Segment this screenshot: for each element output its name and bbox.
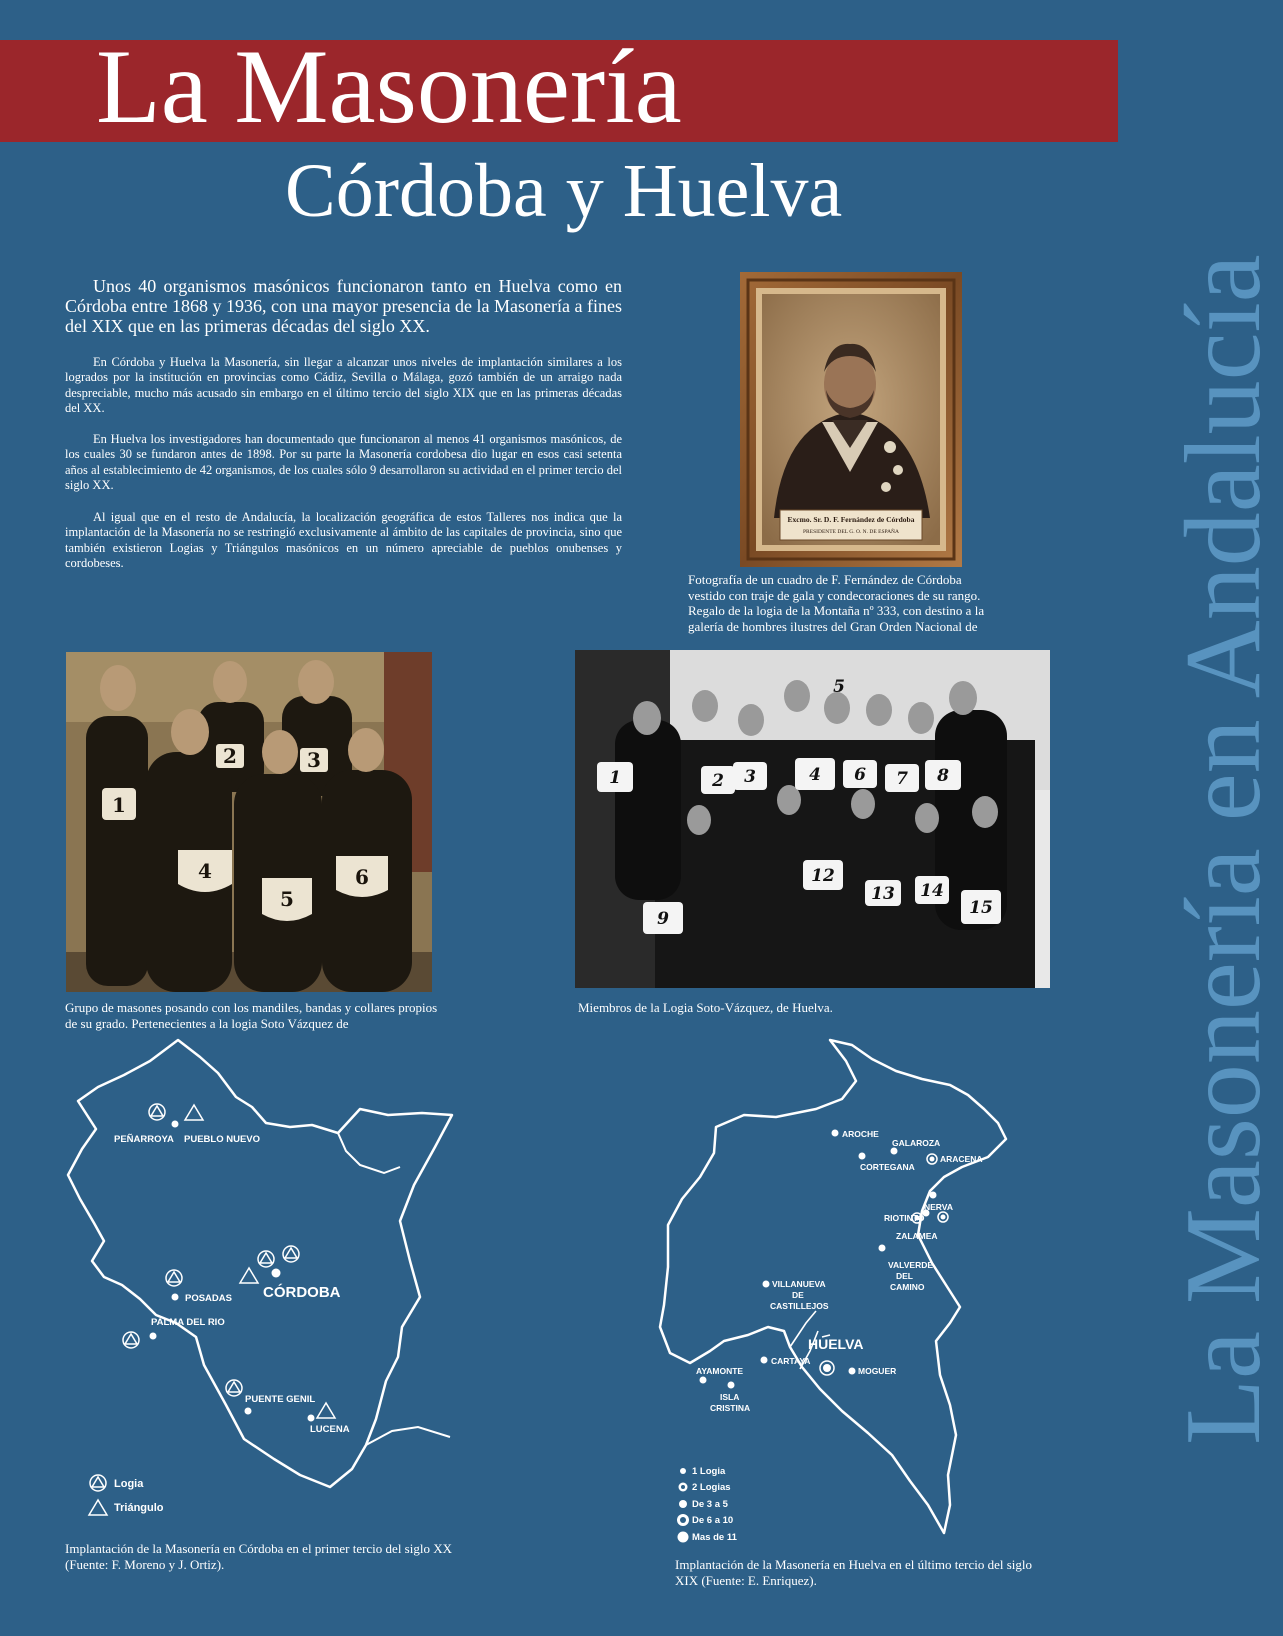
page-subtitle: Córdoba y Huelva [285,149,843,233]
map-town-label: LUCENA [310,1424,350,1435]
map-town-label: PUENTE GENIL [245,1394,316,1405]
map-huelva-caption: Implantación de la Masonería en Huelva en el último tercio del siglo XIX (Fuente: E. Enriquez). [675,1557,1033,1588]
map-town-label: DE [792,1290,804,1300]
map-town-label: VALVERDE [888,1260,934,1270]
photo-number: 3 [744,767,756,787]
map-town-label: AYAMONTE [696,1366,744,1376]
legend-label: 2 Logias [692,1482,731,1493]
legend-triangulo-label: Triángulo [114,1502,164,1514]
map-city-label: CÓRDOBA [263,1284,341,1301]
group-photo-caption: Grupo de masones posando con los mandiles, bandas y collares propios de su grado. Pertenecientes a la logia Soto Vázquez de [65,1000,438,1031]
page-title: La Masonería [96,28,682,145]
photo-number: 15 [969,898,993,918]
map-town-label: AROCHE [842,1129,879,1139]
legend-label: 1 Logia [692,1466,726,1477]
map-town-label: CAMINO [890,1282,925,1292]
map-town-label: VILLANUEVA [772,1279,826,1289]
photo-number: 3 [307,748,321,772]
map-cordoba [0,1035,470,1525]
legend-label: De 6 a 10 [692,1515,734,1526]
photo-number: 6 [355,865,369,889]
map-town-label: GALAROZA [892,1138,941,1148]
photo-number: 4 [809,765,821,785]
map-town-label: CASTILLEJOS [770,1301,829,1311]
map-town-label: ISLA [720,1392,740,1402]
intro-paragraph: Al igual que en el resto de Andalucía, la localización geográfica de estos Talleres nos indica que la implantación de la Masonería no se restringió exclusivamente al ámbito de las capitales de provincia, sino que también existieron Logias y Triángulos masónicos en un número apreciable de pueblos onubenses y cordobeses. [65,510,622,570]
portrait-caption: Fotografía de un cuadro de F. Fernández de Córdoba vestido con traje de gala y condecoraciones de su rango. Regalo de la logia de la Montaña nº 333, con destino a la galería de hombres ilustres del Gran Orden Nacional de [688,572,985,634]
intro-lead: Unos 40 organismos masónicos funcionaron tanto en Huelva como en Córdoba entre 1868 y 1936, con una mayor presencia de la Masonería a fines del XIX que en las primeras décadas del siglo XX. [65,276,622,336]
map-town-label: NERVA [924,1202,953,1212]
intro-paragraph: En Huelva los investigadores han documentado que funcionaron al menos 41 organismos masónicos, de los cuales 30 se fundaron antes de 1898. Por su parte la Masonería cordobesa dio lugar en esos casi setenta años al establecimiento de 42 organismos, de los cuales sólo 9 desarrollaron su actividad en el primer tercio del siglo XX. [65,432,622,492]
photo-number: 9 [657,909,669,929]
photo-number: 6 [854,765,866,785]
map-town-label: MOGUER [858,1366,897,1376]
map-town-label: CARTAYA [771,1356,811,1366]
photo-number: 2 [223,744,237,768]
side-title: La Masonería en Andalucía [1164,254,1283,1445]
legend-label: Mas de 11 [692,1532,737,1543]
photo-number: 14 [920,881,944,901]
photo-number: 7 [896,769,908,789]
map-town-label: RIOTINTO [884,1213,925,1223]
photo-number: 5 [833,677,845,697]
portrait-plaque-name: Excmo. Sr. D. F. Fernández de Córdoba [787,515,915,524]
map-town-label: DEL [896,1271,913,1281]
photo-number: 12 [811,866,835,886]
map-cordoba-caption: Implantación de la Masonería en Córdoba en el primer tercio del siglo XX (Fuente: F. Moreno y J. Ortiz). [65,1541,452,1572]
portrait-plaque-title: PRESIDENTE DEL G. O. N. DE ESPAÑA [803,529,899,535]
map-town-label: CRISTINA [710,1403,751,1413]
map-town-label: ARACENA [940,1154,983,1164]
legend-logia-label: Logia [114,1478,144,1490]
legend-label: De 3 a 5 [692,1499,728,1510]
photo-number: 4 [198,859,212,883]
map-town-label: POSADAS [185,1293,232,1304]
map-city-label: HUELVA [808,1336,864,1352]
photo-number: 13 [871,884,895,904]
map-town-label: PEÑARROYA [114,1134,174,1145]
group-photo-sepia [66,652,432,992]
group-photo-bw [575,650,1050,988]
photo-number: 2 [712,771,724,791]
portrait-painting [740,272,962,567]
map-town-label: PUEBLO NUEVO [184,1134,261,1145]
photo-number: 5 [280,887,294,911]
photo-number: 1 [112,793,126,817]
map-town-label: ZALAMEA [896,1231,938,1241]
map-town-label: CORTEGANA [860,1162,915,1172]
map-town-label: PALMA DEL RIO [151,1317,225,1328]
photo-number: 1 [609,768,621,788]
group-photo-bw-caption: Miembros de la Logia Soto-Vázquez, de Huelva. [578,1000,833,1015]
intro-paragraph: En Córdoba y Huelva la Masonería, sin llegar a alcanzar unos niveles de implantación similares a los logrados por la institución en provincias como Cádiz, Sevilla o Málaga, gozó también de un arraigo nada despreciable, mucho más acusado sin embargo en el último tercio del siglo XIX que en las primeras décadas del XX. [65,355,622,415]
map-huelva [660,1035,1060,1545]
photo-number: 8 [937,766,949,786]
